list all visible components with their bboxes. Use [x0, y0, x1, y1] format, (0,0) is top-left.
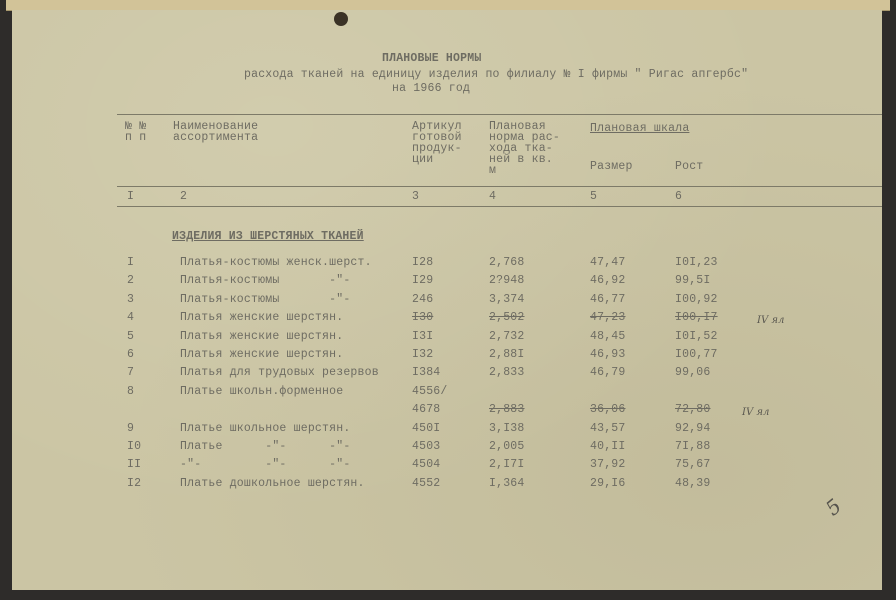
- cell-name: Платье школьное шерстян.: [180, 421, 351, 435]
- cell-article: I29: [412, 274, 434, 288]
- cell-n: 3: [127, 292, 135, 306]
- header-size: Размер: [590, 160, 633, 173]
- cell-height: I0I,52: [675, 329, 718, 343]
- margin-note: IV ял: [742, 407, 770, 418]
- cell-n: 2: [127, 274, 135, 288]
- column-number: 6: [675, 190, 683, 203]
- cell-size: 48,45: [590, 329, 626, 343]
- cell-article: 4504: [412, 458, 441, 472]
- cell-article: I28: [412, 256, 434, 269]
- cell-article: 4552: [412, 476, 441, 490]
- header-article: готовой: [412, 131, 462, 144]
- cell-norm: 2?948: [489, 274, 525, 288]
- cell-size: 46,92: [590, 274, 626, 288]
- cell-height: 92,94: [675, 421, 711, 435]
- cell-height: 72,80: [675, 403, 711, 417]
- table-top-rule: [117, 114, 882, 115]
- cell-name: Платья женские шерстян.: [180, 311, 344, 325]
- cell-size: 47,23: [590, 311, 626, 325]
- header-norm: Плановая: [489, 120, 546, 133]
- cell-name: Платье -"- -"-: [180, 440, 351, 453]
- cell-size: 40,II: [590, 440, 626, 453]
- cell-article: I30: [412, 311, 434, 325]
- cell-size: 37,92: [590, 458, 626, 472]
- cell-height: 99,5I: [675, 274, 711, 288]
- header-scale: Плановая шкала: [590, 122, 690, 135]
- cell-size: 43,57: [590, 421, 626, 435]
- cell-size: 47,47: [590, 256, 626, 269]
- cell-n: 5: [127, 329, 135, 343]
- cell-norm: 2,I7I: [489, 458, 525, 472]
- cell-norm: 2,833: [489, 366, 525, 380]
- cell-n: 8: [127, 384, 135, 398]
- cell-height: 75,67: [675, 458, 711, 472]
- cell-n: I2: [127, 476, 142, 490]
- header-norm: м: [489, 164, 497, 177]
- header-height: Рост: [675, 160, 704, 173]
- header-norm: норма рас-: [489, 131, 561, 144]
- header-article: продук-: [412, 142, 462, 155]
- cell-name: Платья для трудовых резервов: [180, 366, 379, 380]
- cell-article: 246: [412, 292, 434, 306]
- header-norm: хода тка-: [489, 142, 553, 155]
- cell-name: Платья женские шерстян.: [180, 348, 344, 361]
- cell-name: -"- -"- -"-: [180, 458, 351, 472]
- column-number: 5: [590, 190, 598, 203]
- column-number: 2: [180, 190, 188, 203]
- header-name: Наименование: [173, 120, 259, 133]
- cell-article: 4678: [412, 403, 441, 417]
- cell-n: II: [127, 458, 142, 472]
- cell-article: I384: [412, 366, 441, 380]
- cell-norm: I,364: [489, 476, 525, 490]
- cell-name: Платья женские шерстян.: [180, 329, 344, 343]
- cell-size: 46,79: [590, 366, 626, 380]
- cell-n: I: [127, 256, 135, 269]
- section-heading: ИЗДЕЛИЯ ИЗ ШЕРСТЯНЫХ ТКАНЕЙ: [172, 230, 364, 243]
- cell-article: 450I: [412, 421, 441, 435]
- cell-size: 46,77: [590, 292, 626, 306]
- cell-height: I00,77: [675, 348, 718, 361]
- document-title: ПЛАНОВЫЕ НОРМЫ: [382, 52, 482, 65]
- cell-height: 7I,88: [675, 440, 711, 453]
- cell-norm: 3,374: [489, 292, 525, 306]
- cell-size: 29,I6: [590, 476, 626, 490]
- cell-article: 4556/: [412, 384, 448, 398]
- column-number: 3: [412, 190, 420, 203]
- cell-size: 46,93: [590, 348, 626, 361]
- cell-height: I00,I7: [675, 311, 718, 325]
- cell-norm: 2,502: [489, 311, 525, 325]
- header-norm: ней в кв.: [489, 153, 553, 166]
- header-num: № №: [125, 120, 147, 133]
- header-article: ции: [412, 153, 434, 166]
- cell-size: 36,06: [590, 403, 626, 417]
- page-number: 5: [820, 493, 846, 521]
- cell-norm: 2,005: [489, 440, 525, 453]
- header-name: ассортимента: [173, 131, 259, 144]
- punch-hole: [334, 12, 348, 26]
- cell-height: I00,92: [675, 292, 718, 306]
- cell-norm: 3,I38: [489, 421, 525, 435]
- cell-height: 99,06: [675, 366, 711, 380]
- cell-article: I32: [412, 348, 434, 361]
- document-subtitle: расхода тканей на единицу изделия по филиалу № I фирмы " Ригас апгербс": [244, 68, 749, 81]
- cell-norm: 2,732: [489, 329, 525, 343]
- cell-article: 4503: [412, 440, 441, 453]
- column-number: I: [127, 190, 135, 203]
- document-year: на 1966 год: [392, 82, 471, 95]
- cell-norm: 2,88I: [489, 348, 525, 361]
- header-num: п п: [125, 131, 147, 144]
- cell-name: Платья-костюмы женск.шерст.: [180, 256, 372, 269]
- cell-n: 4: [127, 311, 135, 325]
- cell-height: 48,39: [675, 476, 711, 490]
- column-number-rule: [117, 206, 882, 207]
- header-bottom-rule: [117, 186, 882, 187]
- cell-name: Платья-костюмы -"-: [180, 274, 351, 288]
- cell-name: Платье школьн.форменное: [180, 384, 344, 398]
- cell-n: 7: [127, 366, 135, 380]
- cell-norm: 2,883: [489, 403, 525, 417]
- cell-n: 6: [127, 348, 135, 361]
- cell-name: Платья-костюмы -"-: [180, 292, 351, 306]
- cell-n: I0: [127, 440, 142, 453]
- cell-article: I3I: [412, 329, 434, 343]
- cell-height: I0I,23: [675, 256, 718, 269]
- cell-name: Платье дошкольное шерстян.: [180, 476, 365, 490]
- margin-note: IV ял: [757, 315, 785, 326]
- document-page: [12, 10, 882, 590]
- cell-n: 9: [127, 421, 135, 435]
- column-number: 4: [489, 190, 497, 203]
- cell-norm: 2,768: [489, 256, 525, 269]
- header-article: Артикул: [412, 120, 462, 133]
